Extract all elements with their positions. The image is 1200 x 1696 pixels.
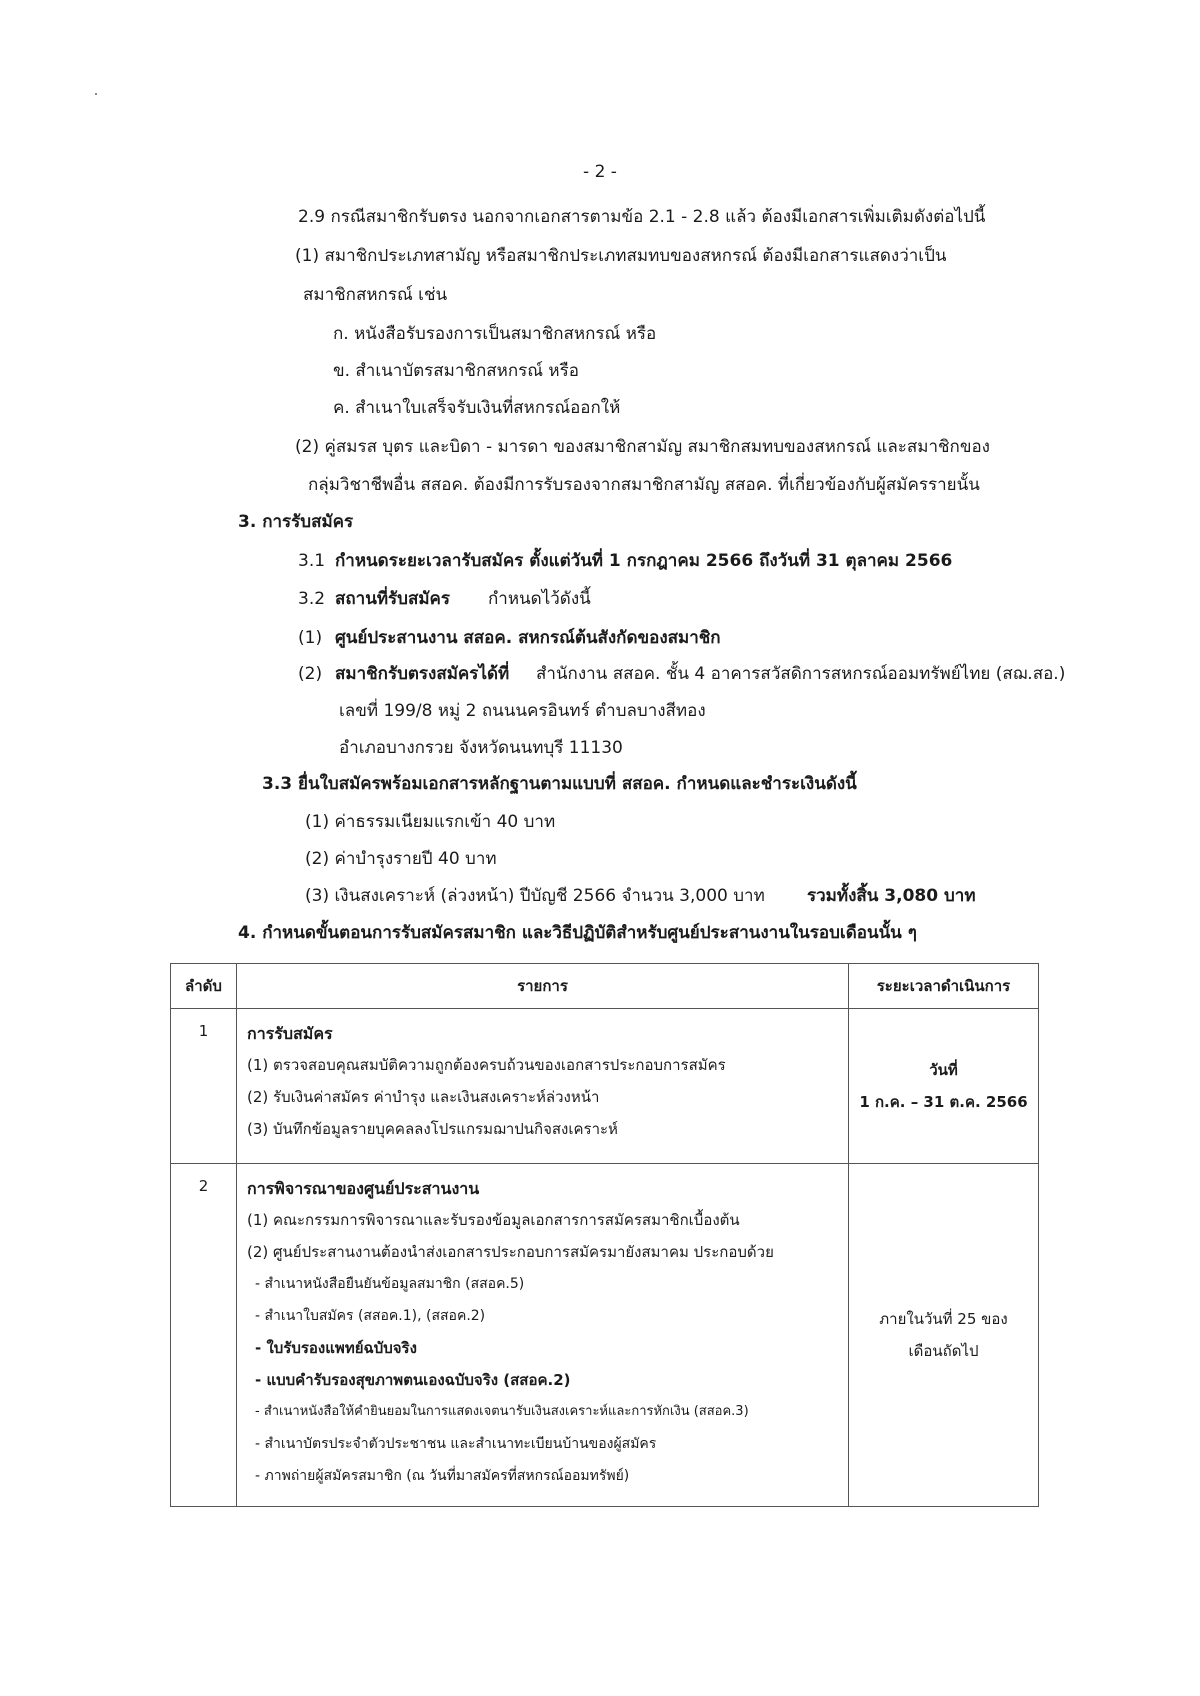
list-item: (1) คณะกรรมการพิจารณาและรับรองข้อมูลเอกสารการสมัครสมาชิกเบื้องต้น <box>247 1211 740 1229</box>
scan-speck <box>95 93 97 95</box>
table-header-row <box>171 964 1039 1009</box>
list-item: (2) รับเงินค่าสมัคร ค่าบำรุง และเงินสงเคราะห์ล่วงหน้า <box>247 1088 600 1106</box>
table-row <box>171 1164 1039 1507</box>
row-period <box>849 1009 1039 1164</box>
text-line: ข. สำเนาบัตรสมาชิกสหกรณ์ หรือ <box>333 361 579 381</box>
procedure-table <box>170 963 1039 1507</box>
text-line: (1) ค่าธรรมเนียมแรกเข้า 40 บาท <box>305 812 556 832</box>
text-line: ค. สำเนาใบเสร็จรับเงินที่สหกรณ์ออกให้ <box>333 398 621 418</box>
text-line: สำนักงาน สสอค. ชั้น 4 อาคารสวัสดิการสหกรณ์ออมทรัพย์ไทย (สฌ.สอ.) <box>536 664 1066 684</box>
period-text: ภายในวันที่ 25 ของ <box>879 1310 1008 1328</box>
row-period <box>849 1164 1039 1507</box>
list-item: - สำเนาหนังสือให้คำยินยอมในการแสดงเจตนารับเงินสงเคราะห์และการหักเงิน (สสอค.3) <box>255 1404 749 1419</box>
text-line: เลขที่ 199/8 หมู่ 2 ถนนนครอินทร์ ตำบลบางสีทอง <box>339 701 706 721</box>
text-line-3-3: 3.3 ยื่นใบสมัครพร้อมเอกสารหลักฐานตามแบบที่ สสอค. กำหนดและชำระเงินดังนี้ <box>262 774 857 794</box>
text-line: สมาชิกสหกรณ์ เช่น <box>303 285 448 305</box>
period-text: เดือนถัดไป <box>908 1342 979 1360</box>
list-item: - สำเนาใบสมัคร (สสอค.1), (สสอค.2) <box>255 1308 486 1324</box>
text-line-2-9: 2.9 กรณีสมาชิกรับตรง นอกจากเอกสารตามข้อ 2.1 - 2.8 แล้ว ต้องมีเอกสารเพิ่มเติมดังต่อไปนี้ <box>298 207 986 227</box>
section-heading-3: 3. การรับสมัคร <box>238 512 354 532</box>
row-title: การพิจารณาของศูนย์ประสานงาน <box>247 1179 480 1198</box>
row-items <box>237 1009 849 1164</box>
item-number: 3.2 <box>298 589 326 609</box>
item-number: 3.1 <box>298 551 326 571</box>
text-line: ก. หนังสือรับรองการเป็นสมาชิกสหกรณ์ หรือ <box>333 324 657 344</box>
list-item: - ภาพถ่ายผู้สมัครสมาชิก (ณ วันที่มาสมัครที่สหกรณ์ออมทรัพย์) <box>255 1468 630 1484</box>
row-items <box>237 1164 849 1507</box>
text-line: สถานที่รับสมัคร <box>335 589 451 609</box>
column-header: ระยะเวลาดำเนินการ <box>849 964 1039 1009</box>
row-number: 1 <box>171 1009 237 1164</box>
list-item: (2) ศูนย์ประสานงานต้องนำส่งเอกสารประกอบการสมัครมายังสมาคม ประกอบด้วย <box>247 1243 774 1261</box>
row-number: 2 <box>171 1164 237 1507</box>
period-text: 1 ก.ค. – 31 ต.ค. 2566 <box>859 1093 1028 1111</box>
page-number: - 2 - <box>583 162 617 182</box>
table-row <box>171 1009 1039 1164</box>
text-line: อำเภอบางกรวย จังหวัดนนทบุรี 11130 <box>339 738 623 758</box>
item-number: (1) <box>298 628 323 648</box>
column-header: ลำดับ <box>171 964 237 1009</box>
list-item: (1) ตรวจสอบคุณสมบัติความถูกต้องครบถ้วนของเอกสารประกอบการสมัคร <box>247 1056 726 1074</box>
period-text: วันที่ <box>929 1061 958 1079</box>
text-line-total: รวมทั้งสิ้น 3,080 บาท <box>807 886 976 906</box>
text-line: (2) ค่าบำรุงรายปี 40 บาท <box>305 849 497 869</box>
list-item: - แบบคำรับรองสุขภาพตนเองฉบับจริง (สสอค.2) <box>255 1371 571 1389</box>
row-title: การรับสมัคร <box>247 1024 333 1043</box>
list-item: - ใบรับรองแพทย์ฉบับจริง <box>255 1339 417 1357</box>
text-line: (3) เงินสงเคราะห์ (ล่วงหน้า) ปีบัญชี 2566 จำนวน 3,000 บาท <box>305 886 765 906</box>
list-item: - สำเนาหนังสือยืนยันข้อมูลสมาชิก (สสอค.5) <box>255 1276 525 1292</box>
text-line: กำหนดไว้ดังนี้ <box>488 589 591 609</box>
section-heading-4: 4. กำหนดขั้นตอนการรับสมัครสมาชิก และวิธีปฏิบัติสำหรับศูนย์ประสานงานในรอบเดือนนั้น ๆ <box>238 923 917 943</box>
list-item: (3) บันทึกข้อมูลรายบุคคลลงโปรแกรมฌาปนกิจสงเคราะห์ <box>247 1120 618 1138</box>
item-number: (2) <box>298 664 323 684</box>
text-line: (2) คู่สมรส บุตร และบิดา - มารดา ของสมาชิกสามัญ สมาชิกสมทบของสหกรณ์ และสมาชิกของ <box>295 437 990 457</box>
list-item: - สำเนาบัตรประจำตัวประชาชน และสำเนาทะเบียนบ้านของผู้สมัคร <box>255 1436 657 1452</box>
text-line: กลุ่มวิชาชีพอื่น สสอค. ต้องมีการรับรองจากสมาชิกสามัญ สสอค. ที่เกี่ยวข้องกับผู้สมัครรายนั้น <box>308 475 980 495</box>
text-line: สมาชิกรับตรงสมัครได้ที่ <box>335 664 510 684</box>
text-line: กำหนดระยะเวลารับสมัคร ตั้งแต่วันที่ 1 กรกฎาคม 2566 ถึงวันที่ 31 ตุลาคม 2566 <box>335 551 953 571</box>
text-line: (1) สมาชิกประเภทสามัญ หรือสมาชิกประเภทสมทบของสหกรณ์ ต้องมีเอกสารแสดงว่าเป็น <box>295 246 947 266</box>
text-line: ศูนย์ประสานงาน สสอค. สหกรณ์ต้นสังกัดของสมาชิก <box>335 628 721 648</box>
column-header: รายการ <box>237 964 849 1009</box>
